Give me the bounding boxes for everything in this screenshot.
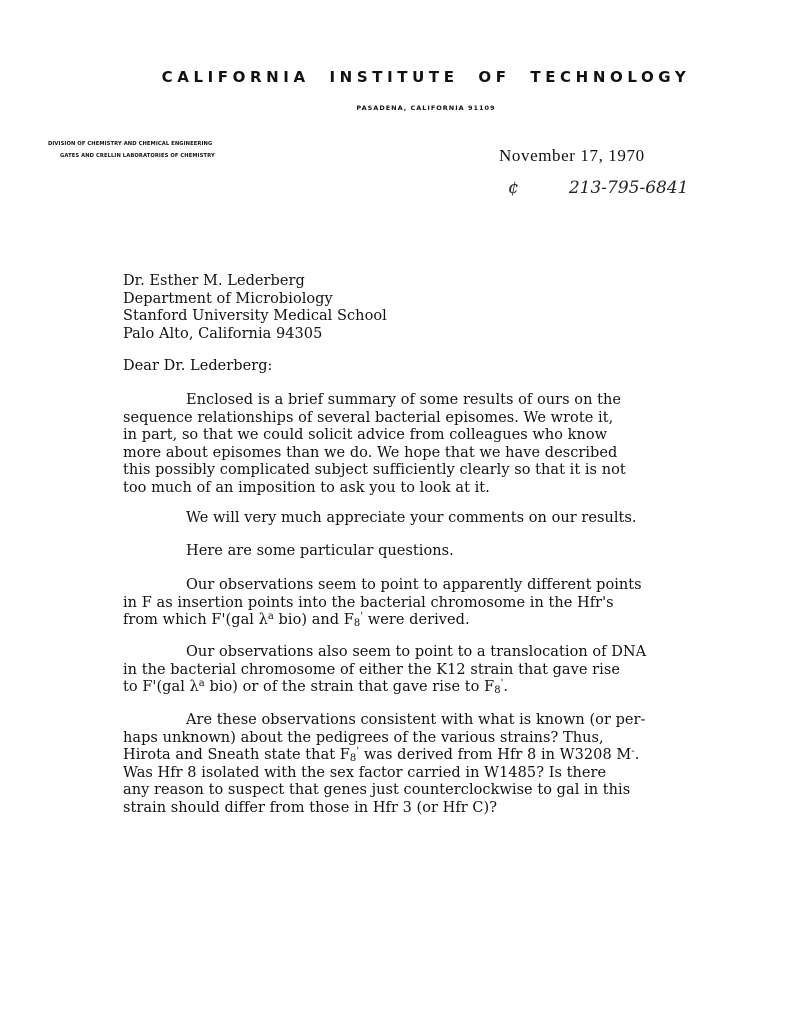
p5-text: to F'(gal λ: [123, 679, 199, 695]
superscript: -: [631, 746, 635, 757]
p4-line: Our observations seem to point to apparently different points: [186, 577, 642, 593]
letter-date: November 17, 1970: [499, 146, 645, 165]
p4-line: [123, 612, 723, 630]
p4-text: bio) and F: [273, 612, 354, 628]
p5-line: in the bacterial chromosome of either the K12 strain that gave rise: [123, 661, 620, 678]
p6-text: .: [634, 747, 640, 763]
subscript: 8: [349, 753, 357, 764]
letterhead-city: PASADENA, CALIFORNIA 91109: [356, 104, 496, 112]
p5-line: [123, 679, 723, 697]
recipient-name: Dr. Esther M. Lederberg: [123, 273, 305, 289]
p1-line: in part, so that we could solicit advice from colleagues who know: [123, 427, 608, 443]
paragraph-5: [123, 644, 723, 697]
p1-line: more about episomes than we do. We hope that we have described: [123, 444, 618, 461]
recipient-address: [123, 273, 723, 343]
p6-text: Hirota and Sneath state that F: [123, 747, 350, 763]
p6-line: [123, 747, 723, 765]
salutation-text: Dear Dr. Lederberg:: [123, 358, 273, 374]
p2-line: We will very much appreciate your comments on our results.: [186, 510, 637, 526]
recipient-department: Department of Microbiology: [123, 290, 333, 307]
division-line-1: DIVISION OF CHEMISTRY AND CHEMICAL ENGINEERING: [48, 141, 213, 147]
subscript: 8: [494, 685, 501, 696]
paragraph-4: [123, 577, 723, 630]
p3-line: Here are some particular questions.: [186, 543, 454, 559]
superscript: a: [198, 678, 205, 689]
p4-text: from which F'(gal λ: [123, 612, 268, 628]
handwritten-note: [508, 178, 688, 198]
p6-line: strain should differ from those in Hfr 3 (or Hfr C)?: [123, 799, 498, 816]
subscript: 8: [353, 618, 361, 629]
p6-line: Are these observations consistent with what is known (or per-: [186, 712, 646, 728]
p5-text: .: [503, 679, 509, 695]
p1-line: too much of an imposition to ask you to look at it.: [123, 479, 490, 496]
p1-line: this possibly complicated subject sufficiently clearly so that it is not: [123, 462, 626, 478]
recipient-school: Stanford University Medical School: [123, 308, 387, 324]
p1-line: sequence relationships of several bacterial episomes. We wrote it,: [123, 409, 614, 426]
salutation: [123, 358, 723, 376]
p5-line: Our observations also seem to point to a translocation of DNA: [186, 644, 647, 660]
letterhead-institution: CALIFORNIA INSTITUTE OF TECHNOLOGY: [161, 68, 691, 86]
letterhead-division: [48, 138, 215, 162]
handwritten-mark: ¢: [508, 178, 519, 198]
handwritten-phone: 213-795-6841: [568, 178, 689, 198]
superscript: ': [500, 678, 504, 689]
paragraph-6: [123, 712, 723, 817]
p1-line: Enclosed is a brief summary of some results of ours on the: [186, 392, 622, 408]
p5-text: bio) or of the strain that gave rise to F: [204, 679, 495, 695]
superscript: a: [267, 611, 274, 622]
paragraph-1: [123, 392, 723, 497]
superscript: ': [356, 746, 360, 757]
division-line-2: GATES AND CRELLIN LABORATORIES OF CHEMISTRY: [60, 153, 215, 159]
p4-text: were derived.: [363, 612, 470, 628]
p4-line: in F as insertion points into the bacterial chromosome in the Hfr's: [123, 594, 614, 611]
p6-line: any reason to suspect that genes just counterclockwise to gal in this: [123, 782, 631, 798]
p6-line: Was Hfr 8 isolated with the sex factor carried in W1485? Is there: [123, 764, 607, 781]
paragraph-2: [123, 510, 723, 528]
p6-text: was derived from Hfr 8 in W3208 M: [359, 747, 632, 763]
superscript: ': [360, 611, 364, 622]
recipient-city: Palo Alto, California 94305: [123, 325, 323, 342]
p6-line: haps unknown) about the pedigrees of the various strains? Thus,: [123, 729, 604, 746]
paragraph-3: [123, 543, 723, 561]
